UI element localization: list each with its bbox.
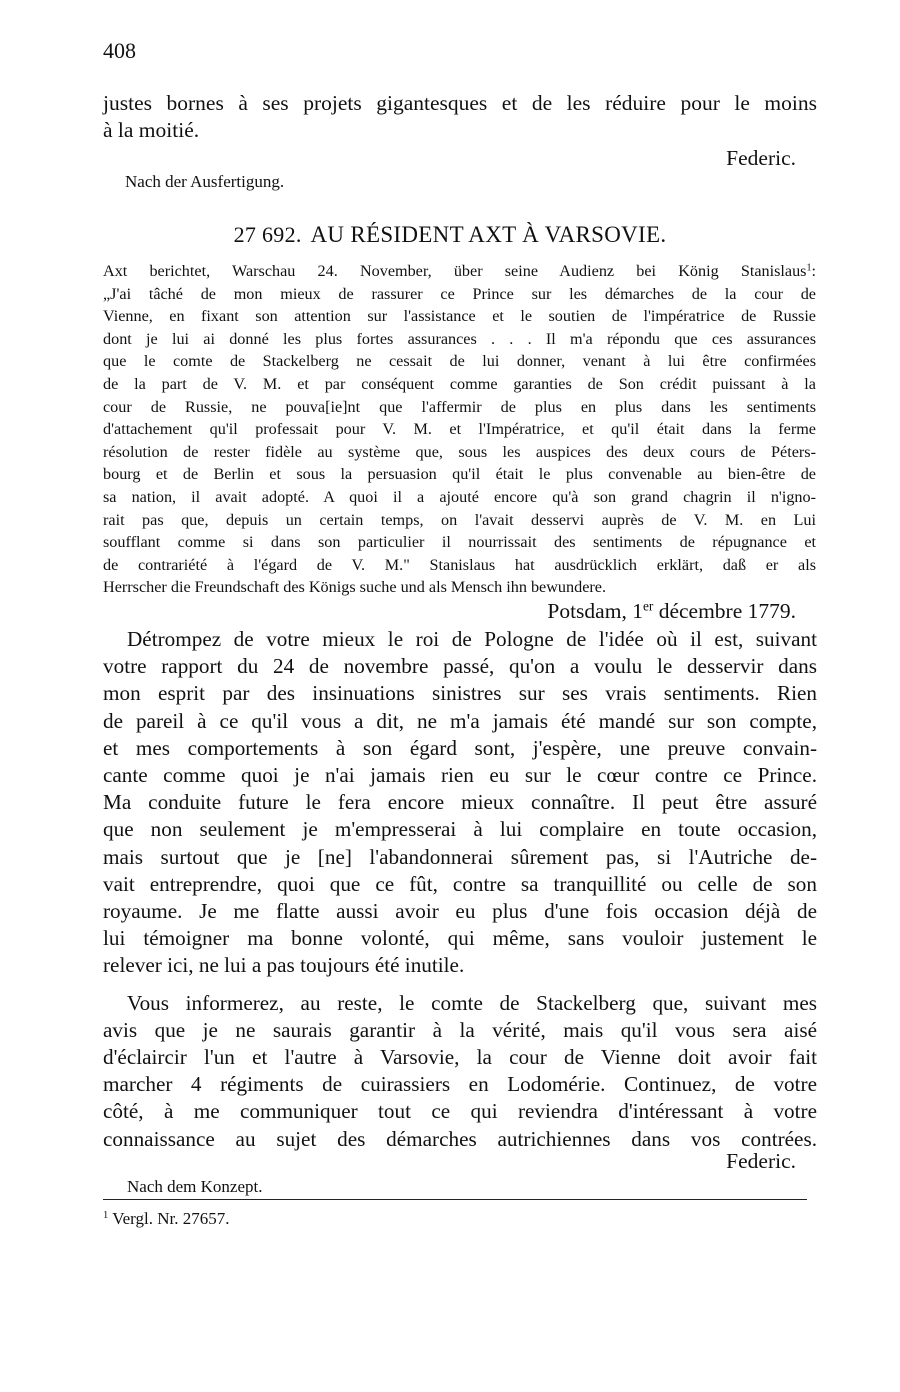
page-number: 408 [103,38,136,63]
summary-line: Vienne, en fixant son attention sur l'assistance et le soutien de l'impératrice de Russie [103,307,816,326]
summary-line: résolution de rester fidèle au système que, sous les auspices des deux cours de Péters- [103,442,816,461]
body-line: d'éclaircir l'un et l'autre à Varsovie, la cour de Vienne doit avoir fait [103,1045,817,1070]
body-line: mon esprit par des insinuations sinistres sur ses vrais sentiments. Rien [103,681,817,706]
letter-source-note: Nach dem Konzept. [127,1177,263,1196]
summary-line: Axt berichtet, Warschau 24. November, über seine Audienz bei König Stanislaus$^1$: [103,262,816,280]
body-line: Détrompez de votre mieux le roi de Pologne de l'idée où il est, suivant [127,627,817,651]
summary-line: soufflant comme si dans son particulier il nourrissait des sentiments de répugnance et [103,533,816,552]
body-line: mais surtout que je [ne] l'abandonnerai sûrement pas, si l'Autriche de- [103,844,817,869]
summary-line: de la part de V. M. et par conséquent comme garanties de Son crédit puissant à la [103,374,816,393]
summary-line: Herrscher die Freundschaft des Königs suche und als Mensch ihn bewundere. [103,578,607,597]
summary-line: rait pas que, depuis un certain temps, on l'avait desservi auprès de V. M. en Lui [103,510,816,529]
footnote [103,1209,229,1229]
body-line: cante comme quoi je n'ai jamais rien eu sur le cœur contre ce Prince. [103,763,817,788]
letter-signature: Federic. [726,1149,796,1173]
continuation-source-note: Nach der Ausfertigung. [125,172,285,191]
footnote-divider [103,1199,807,1200]
summary-line: bourg et de Berlin et sous la persuasion qu'il était le plus convenable au bien-être de [103,465,816,484]
letter-number: 27 692. [233,222,302,247]
body-line: Ma conduite future le fera encore mieux connaître. Il peut être assuré [103,790,817,815]
summary-line: sa nation, il avait adopté. A quoi il a ajouté encore qu'à son grand chagrin il n'igno- [103,487,816,506]
body-line: royaume. Je me flatte aussi avoir eu plus d'une fois occasion déjà de [103,899,817,924]
letter-summary [103,260,816,599]
letter-title: AU RÉSIDENT AXT À VARSOVIE. [310,222,667,247]
body-line: votre rapport du 24 de novembre passé, qu'on a voulu le desservir dans [103,654,817,679]
summary-line: dont je lui ai donné les plus fortes assurances . . . Il m'a répondu que ces assurances [103,329,816,348]
body-line: relever ici, ne lui a pas toujours été inutile. [103,953,465,978]
summary-line: d'attachement qu'il professait pour V. M. et l'Impératrice, et qu'il était dans la ferme [103,420,816,439]
body-line: vait entreprendre, quoi que ce fût, contre sa tranquillité ou celle de son [103,871,817,896]
footnote-text: Vergl. Nr. 27657. [108,1209,230,1228]
body-line: de pareil à ce qu'il vous a dit, ne m'a jamais été mandé sur son compte, [103,708,817,733]
body-line: Vous informerez, au reste, le comte de Stackelberg que, suivant mes [127,990,817,1015]
summary-line: cour de Russie, ne pouva[ie]nt que l'affermir de plus en plus dans les sentiments [103,397,816,416]
body-line: connaissance au sujet des démarches autrichiennes dans vos contrées. [103,1126,817,1151]
continuation-text [103,90,817,144]
continuation-line: à la moitié. [103,118,200,142]
body-paragraph [103,990,817,1153]
letter-body [103,626,817,1153]
body-line: côté, à me communiquer tout ce qui reviendra d'intéressant à votre [103,1099,817,1124]
continuation-line: justes bornes à ses projets gigantesques et de les réduire pour le moins [103,91,817,115]
dateline: Potsdam, 1er décembre 1779. [547,598,796,623]
body-line: marcher 4 régiments de cuirassiers en Lodomérie. Continuez, de votre [103,1072,817,1097]
body-line: que non seulement je m'empresserai à lui complaire en toute occasion, [103,817,817,842]
letter-heading [0,222,900,248]
summary-line: „J'ai tâché de mon mieux de rassurer ce Prince sur les démarches de la cour de [103,284,816,303]
body-line: lui témoigner ma bonne volonté, qui même, sans vouloir justement le [103,926,817,951]
summary-line: que le comte de Stackelberg ne cessait de lui donner, venant à lui être confirmées [103,352,816,371]
footnote-marker: 1 [103,1210,109,1222]
body-line: avis que je ne saurais garantir à la vérité, mais qu'il vous sera aisé [103,1017,817,1042]
body-line: et mes comportements à son égard sont, j'espère, une preuve convain- [103,735,817,760]
summary-line: de contrariété à l'égard de V. M." Stanislaus hat ausdrücklich erklärt, daß er als [103,555,816,574]
continuation-signature: Federic. [726,146,796,170]
footnote-reference: 1 [806,262,812,274]
body-paragraph [103,626,817,980]
